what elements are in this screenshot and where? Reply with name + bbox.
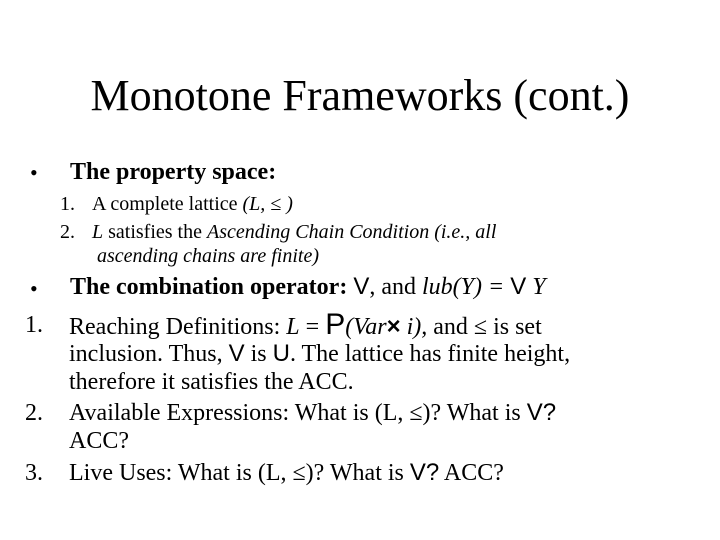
item-math: (Var <box>345 314 387 340</box>
y-variable: Y <box>526 274 546 300</box>
join-symbol: V <box>353 273 370 300</box>
join-question: V? <box>409 459 440 486</box>
subitem-text-italic: Ascending Chain Condition (i.e., all <box>207 221 497 243</box>
item-text: = <box>299 314 326 340</box>
slide-title: Monotone Frameworks (cont.) <box>90 71 630 120</box>
subitem-math: (L, ≤ ) <box>242 193 293 215</box>
join-question: V? <box>526 399 557 426</box>
subitem-2 <box>60 220 496 244</box>
item-1-line-3: therefore it satisfies the ACC. <box>69 369 354 395</box>
item-2-line-2: ACC? <box>69 428 129 454</box>
lub-expression: lub(Y) = <box>421 274 511 300</box>
item-text: ACC? <box>439 460 504 486</box>
subitem-2-continuation: ascending chains are finite) <box>97 245 319 267</box>
item-3-number: 3. <box>25 460 43 486</box>
item-text: and ≤ is set <box>427 314 542 340</box>
item-text: . The lattice has finite height, <box>289 341 571 367</box>
subitem-1 <box>60 192 293 216</box>
item-1-line-1 <box>69 310 542 342</box>
subitem-text: satisfies the <box>103 221 207 243</box>
subitem-number: 1. <box>60 193 75 215</box>
comma: , <box>369 274 376 300</box>
bullet-marker: • <box>30 276 38 301</box>
item-text: Reaching Definitions: <box>69 314 287 340</box>
subitem-text: A complete lattice <box>92 193 243 215</box>
property-space-heading: The property space: <box>70 159 277 185</box>
bullet-marker: • <box>30 160 38 185</box>
and-text: and <box>375 274 422 300</box>
item-2-line-1 <box>69 398 556 428</box>
item-math: L <box>286 314 300 340</box>
item-2-number: 2. <box>25 400 43 426</box>
times-symbol: × <box>386 313 401 340</box>
join-symbol: V <box>228 340 245 367</box>
item-text: is <box>244 341 273 367</box>
item-math: i), <box>400 314 428 340</box>
join-symbol: V <box>510 273 527 300</box>
item-3-line-1 <box>69 458 504 488</box>
item-text: inclusion. Thus, <box>69 341 229 367</box>
powerset-symbol: P <box>325 308 346 341</box>
item-text: Available Expressions: What is (L, ≤)? What is <box>69 400 527 426</box>
union-symbol: U <box>272 340 290 367</box>
combination-operator-line <box>70 272 546 302</box>
item-1-line-2 <box>69 339 570 369</box>
item-1-number: 1. <box>25 312 43 338</box>
combination-operator-heading: The combination operator: <box>70 274 354 300</box>
subitem-math: L <box>92 221 104 243</box>
item-text: Live Uses: What is (L, ≤)? What is <box>69 460 410 486</box>
subitem-number: 2. <box>60 221 75 243</box>
